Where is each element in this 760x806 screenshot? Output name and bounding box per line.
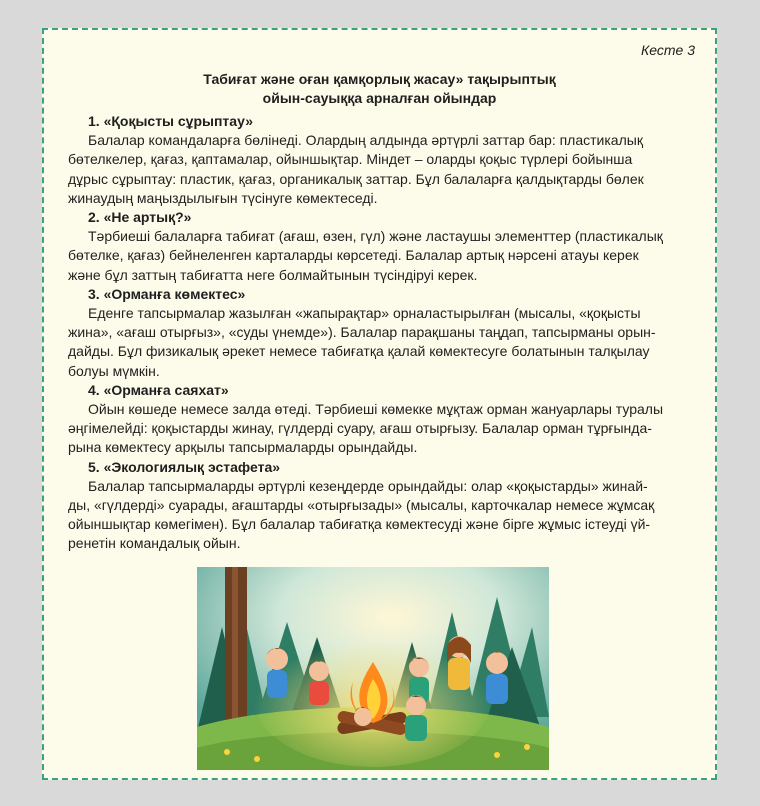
section-heading: 2. «Не артық?»	[88, 209, 192, 226]
text-line: жинаудың маңыздылығын түсінуге көмектеседі.	[68, 189, 378, 206]
title-line-2: ойын-сауыққа арналған ойындар	[262, 90, 497, 106]
text-line: Еденге тапсырмалар жазылған «жапырақтар» орналастырылған (мысалы, «қоқысты	[88, 305, 641, 322]
text-line: дайды. Бұл физикалық әрекет немесе табиғатқа қалай көмектесуге болатынын талқылау	[68, 343, 650, 360]
document-title	[44, 70, 715, 108]
section-3	[68, 285, 696, 381]
text-line: ойыншықтар көмегімен). Бұл балалар табиғатқа көмектесуді және бірге жұмыс істеуді үй-	[68, 516, 651, 533]
text-line: Балалар тапсырмаларды әртүрлі кезеңдерде орындайды: олар «қоқыстарды» жинай-	[88, 477, 648, 494]
text-line: Тәрбиеші балаларға табиғат (ағаш, өзен, гүл) және ластаушы элементтер (пластикалық	[88, 228, 663, 245]
section-5	[68, 458, 696, 554]
text-line: және бұл заттың табиғатта неге болмайтынын түсіндіруі керек.	[68, 266, 478, 283]
section-2	[68, 208, 696, 285]
section-body	[68, 131, 696, 208]
text-line: ренетін командалық ойын.	[68, 535, 241, 552]
text-line: болуы мүмкін.	[68, 362, 160, 379]
section-1	[68, 112, 696, 208]
section-heading: 3. «Орманға көмектес»	[88, 285, 246, 302]
text-line: рына көмектесу арқылы тапсырмаларды орындайды.	[68, 439, 418, 456]
title-line-1: Табиғат және оған қамқорлық жасау» тақырыптық	[203, 71, 556, 87]
text-line: бөтелке, қағаз) бейнеленген карталарды көрсетеді. Балалар артық нәрсені атауы керек	[68, 247, 639, 264]
section-heading: 1. «Қоқысты сұрыптау»	[88, 113, 253, 129]
text-line: ды, «гүлдерді» суарады, ағаштарды «отырғызады» (мысалы, карточкалар немесе жұмсақ	[68, 497, 655, 514]
section-4	[68, 381, 696, 458]
text-line: бөтелкелер, қағаз, қаптамалар, ойыншықтар. Міндет – оларды қоқыс түрлері бойынша	[68, 151, 633, 168]
text-line: Ойын көшеде немесе залда өтеді. Тәрбиеші көмекке мұқтаж орман жануарлары туралы	[88, 401, 664, 418]
text-line: Балалар командаларға бөлінеді. Олардың алдында әртүрлі заттар бар: пластикалық	[88, 132, 643, 149]
table-label: Кесте 3	[640, 42, 695, 58]
text-line: дұрыс сұрыптау: пластик, қағаз, органикалық заттар. Бұл балаларға қалдықтарды бөлек	[68, 170, 644, 187]
game-list	[68, 112, 696, 554]
section-heading: 4. «Орманға саяхат»	[88, 381, 229, 398]
text-line: жина», «ағаш отырғыз», «суды үнемде»). Балалар парақшаны таңдап, тапсырманы орын-	[68, 324, 656, 341]
section-heading: 5. «Экологиялық эстафета»	[88, 458, 281, 475]
text-line: әңгімелейді: қоқыстарды жинау, гүлдерді суару, ағаш отырғызу. Балалар орман тұрғында-	[68, 420, 652, 437]
campfire-children-illustration	[197, 567, 549, 770]
